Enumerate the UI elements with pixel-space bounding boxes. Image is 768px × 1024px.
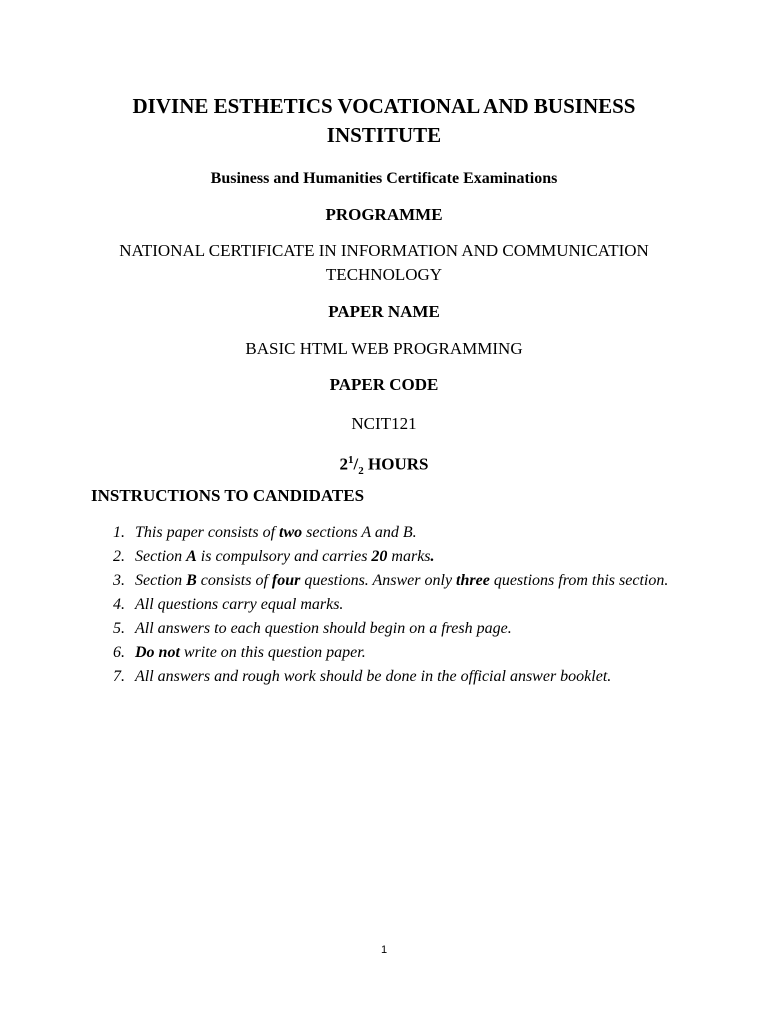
programme-value-line1: NATIONAL CERTIFICATE IN INFORMATION AND COMMUNICATION — [119, 241, 649, 260]
instruction-text: Section — [135, 572, 187, 589]
instructions-list — [105, 521, 675, 689]
instruction-emphasis: Do not — [135, 644, 180, 661]
instruction-number: 1. — [113, 524, 125, 541]
instruction-text: All answers to each question should begin on a fresh page. — [135, 620, 512, 637]
programme-label: PROGRAMME — [325, 205, 443, 224]
instruction-text: consists of — [196, 572, 272, 589]
instruction-item-5 — [105, 617, 675, 641]
duration-unit: HOURS — [368, 454, 429, 474]
instruction-number: 2. — [113, 548, 125, 565]
instruction-text: questions from this section. — [489, 572, 669, 589]
instruction-text: All questions carry equal marks. — [135, 596, 344, 613]
instruction-number: 3. — [113, 572, 125, 589]
duration-slash: / — [353, 454, 359, 474]
instruction-text: marks — [387, 548, 431, 565]
paper-code-label: PAPER CODE — [329, 375, 439, 394]
instruction-item-1 — [105, 521, 675, 545]
instruction-text: write on this question paper. — [179, 644, 366, 661]
institute-title-line1: DIVINE ESTHETICS VOCATIONAL AND BUSINESS — [132, 94, 636, 118]
instruction-text: All answers and rough work should be done in the official answer booklet. — [135, 668, 612, 685]
instruction-number: 7. — [113, 668, 125, 685]
duration-denominator: 2 — [358, 465, 364, 478]
programme-value — [84, 239, 684, 287]
instruction-item-6 — [105, 641, 675, 665]
instruction-item-3 — [105, 569, 675, 593]
institute-title — [84, 92, 684, 150]
paper-code-value: NCIT121 — [351, 414, 417, 433]
instruction-emphasis: . — [430, 548, 435, 565]
instruction-emphasis: 20 — [371, 548, 388, 565]
page-number: 1 — [380, 944, 388, 956]
programme-value-line2: TECHNOLOGY — [325, 265, 443, 284]
instruction-text: sections A and B. — [302, 524, 417, 541]
instruction-emphasis: A — [186, 548, 197, 565]
instruction-item-4 — [105, 593, 675, 617]
exam-name: Business and Humanities Certificate Examinations — [210, 170, 558, 187]
instruction-item-7 — [105, 665, 675, 689]
instruction-item-2 — [105, 545, 675, 569]
instruction-emphasis: three — [456, 572, 490, 589]
duration-numerator: 1 — [348, 454, 354, 466]
instruction-emphasis: two — [279, 524, 303, 541]
duration — [84, 448, 684, 483]
instruction-number: 4. — [113, 596, 125, 613]
instruction-text: Section — [135, 548, 187, 565]
instructions-heading: INSTRUCTIONS TO CANDIDATES — [91, 486, 365, 505]
paper-name-label: PAPER NAME — [328, 302, 440, 321]
instruction-emphasis: B — [186, 572, 197, 589]
instruction-text: questions. Answer only — [300, 572, 457, 589]
duration-whole: 2 — [339, 454, 349, 474]
institute-title-line2: INSTITUTE — [326, 123, 442, 147]
instruction-number: 6. — [113, 644, 125, 661]
instruction-text: This paper consists of — [135, 524, 280, 541]
paper-name-value: BASIC HTML WEB PROGRAMMING — [245, 339, 523, 358]
instruction-text: is compulsory and carries — [196, 548, 372, 565]
instruction-number: 5. — [113, 620, 125, 637]
instruction-emphasis: four — [271, 572, 301, 589]
